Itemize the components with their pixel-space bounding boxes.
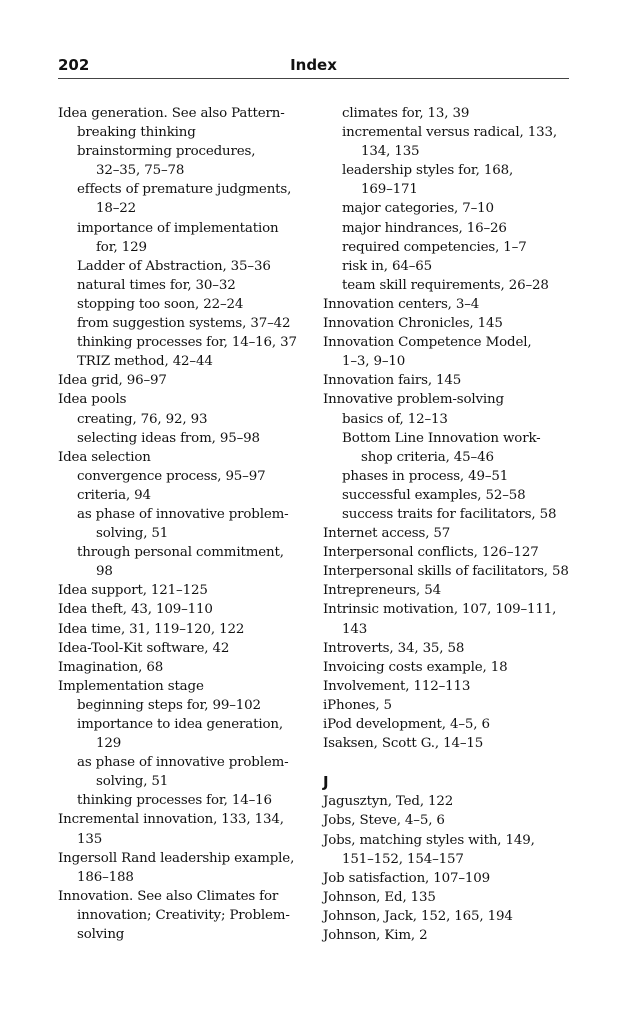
index-entry: Intrinsic motivation, 107, 109–111, <box>323 602 557 618</box>
index-subentry: required competencies, 1–7 <box>342 239 527 255</box>
index-subentry: TRIZ method, 42–44 <box>77 354 213 370</box>
index-entry: Intrepreneurs, 54 <box>323 583 441 599</box>
index-subentry: shop criteria, 45–46 <box>361 449 494 465</box>
index-entry: Jobs, matching styles with, 149, <box>323 832 535 848</box>
index-subentry: through personal commitment, <box>77 545 284 561</box>
index-entry: Idea time, 31, 119–120, 122 <box>58 621 245 637</box>
index-entry: Interpersonal skills of facilitators, 58 <box>323 564 569 580</box>
index-subentry: thinking processes for, 14–16 <box>77 793 272 809</box>
index-subentry: criteria, 94 <box>77 487 151 503</box>
index-subentry: 98 <box>96 564 113 580</box>
index-subentry: climates for, 13, 39 <box>342 106 470 121</box>
index-entry: Involvement, 112–113 <box>323 678 471 694</box>
index-subentry: solving, 51 <box>96 526 169 542</box>
index-entry: Implementation stage <box>58 678 204 694</box>
index-entry: Innovation Chronicles, 145 <box>323 316 503 332</box>
index-subentry: stopping too soon, 22–24 <box>77 296 244 312</box>
index-entry: iPhones, 5 <box>323 697 392 713</box>
index-subentry: importance of implementation <box>77 220 279 236</box>
index-subentry: solving, 51 <box>96 774 169 790</box>
index-entry: Johnson, Jack, 152, 165, 194 <box>323 908 513 924</box>
index-entry: Ingersoll Rand leadership example, <box>58 850 295 866</box>
index-entry: iPod development, 4–5, 6 <box>323 717 490 732</box>
index-entry: Incremental innovation, 133, 134, <box>58 812 284 828</box>
index-subentry: leadership styles for, 168, <box>342 163 514 179</box>
index-subentry: for, 129 <box>96 239 147 255</box>
section-gap <box>323 753 585 772</box>
index-entry: Johnson, Kim, 2 <box>323 928 428 944</box>
section-letter: J <box>323 773 329 792</box>
index-column-right <box>323 104 585 945</box>
index-subentry: as phase of innovative problem- <box>77 755 289 771</box>
index-entry: Isaksen, Scott G., 14–15 <box>323 736 484 752</box>
index-subentry: 169–171 <box>361 182 418 198</box>
index-subentry: Bottom Line Innovation work- <box>342 430 541 446</box>
index-entry: Idea generation. See also Pattern- <box>58 106 285 121</box>
index-subentry: 1–3, 9–10 <box>342 354 406 370</box>
index-entry: Invoicing costs example, 18 <box>323 659 508 675</box>
index-subentry: effects of premature judgments, <box>77 182 292 198</box>
index-subentry: selecting ideas from, 95–98 <box>77 430 260 446</box>
index-entry: Idea-Tool-Kit software, 42 <box>58 640 230 656</box>
index-entry: Innovation fairs, 145 <box>323 373 462 389</box>
index-subentry: 134, 135 <box>361 144 420 160</box>
index-subentry: solving <box>77 927 125 943</box>
header-rule <box>58 78 569 79</box>
index-subentry: Ladder of Abstraction, 35–36 <box>77 258 271 274</box>
index-entry: Internet access, 57 <box>323 526 451 542</box>
index-entry: Idea pools <box>58 392 127 408</box>
index-subentry: thinking processes for, 14–16, 37 <box>77 335 297 351</box>
index-subentry: team skill requirements, 26–28 <box>342 277 549 293</box>
running-header <box>58 53 569 75</box>
index-entry: Idea selection <box>58 449 151 465</box>
index-subentry: 32–35, 75–78 <box>96 163 185 179</box>
index-entry: Idea grid, 96–97 <box>58 373 167 389</box>
page-number: 202 <box>58 56 90 74</box>
index-subentry: as phase of innovative problem- <box>77 506 289 522</box>
index-entry: Innovation. See also Climates for <box>58 888 279 904</box>
index-entry: Jobs, Steve, 4–5, 6 <box>323 813 445 829</box>
index-subentry: beginning steps for, 99–102 <box>77 697 261 713</box>
index-subentry: risk in, 64–65 <box>342 258 433 274</box>
index-subentry: innovation; Creativity; Problem- <box>77 907 290 923</box>
index-entry: Innovation centers, 3–4 <box>323 296 480 312</box>
index-subentry: breaking thinking <box>77 125 196 141</box>
index-subentry: major hindrances, 16–26 <box>342 220 507 236</box>
index-subentry: phases in process, 49–51 <box>342 468 509 484</box>
index-subentry: 18–22 <box>96 201 137 217</box>
index-subentry: importance to idea generation, <box>77 717 283 732</box>
index-entry: Interpersonal conflicts, 126–127 <box>323 545 539 561</box>
index-subentry: incremental versus radical, 133, <box>342 125 557 141</box>
index-subentry: 151–152, 154–157 <box>342 851 464 867</box>
index-subentry: success traits for facilitators, 58 <box>342 506 557 522</box>
index-subentry: natural times for, 30–32 <box>77 277 236 293</box>
index-entry: Jagusztyn, Ted, 122 <box>323 794 454 810</box>
index-entry: Idea theft, 43, 109–110 <box>58 602 213 618</box>
page-title: Index <box>290 56 337 74</box>
index-subentry: major categories, 7–10 <box>342 201 494 217</box>
index-entry: Idea support, 121–125 <box>58 583 208 599</box>
index-entry: Introverts, 34, 35, 58 <box>323 640 465 656</box>
index-entry: Job satisfaction, 107–109 <box>323 870 491 886</box>
index-subentry: 135 <box>77 831 103 847</box>
index-column-left <box>58 104 308 944</box>
index-subentry: 143 <box>342 621 368 637</box>
index-subentry: 129 <box>96 736 122 752</box>
index-subentry: 186–188 <box>77 869 134 885</box>
index-subentry: brainstorming procedures, <box>77 144 256 160</box>
index-entry: Imagination, 68 <box>58 659 164 675</box>
index-entry: Innovation Competence Model, <box>323 335 532 351</box>
index-subentry: from suggestion systems, 37–42 <box>77 316 291 332</box>
index-entry: Johnson, Ed, 135 <box>323 889 436 905</box>
index-subentry: convergence process, 95–97 <box>77 468 266 484</box>
index-subentry: basics of, 12–13 <box>342 411 448 427</box>
index-entry: Innovative problem-solving <box>323 392 504 408</box>
index-subentry: creating, 76, 92, 93 <box>77 411 208 427</box>
index-subentry: successful examples, 52–58 <box>342 487 526 503</box>
